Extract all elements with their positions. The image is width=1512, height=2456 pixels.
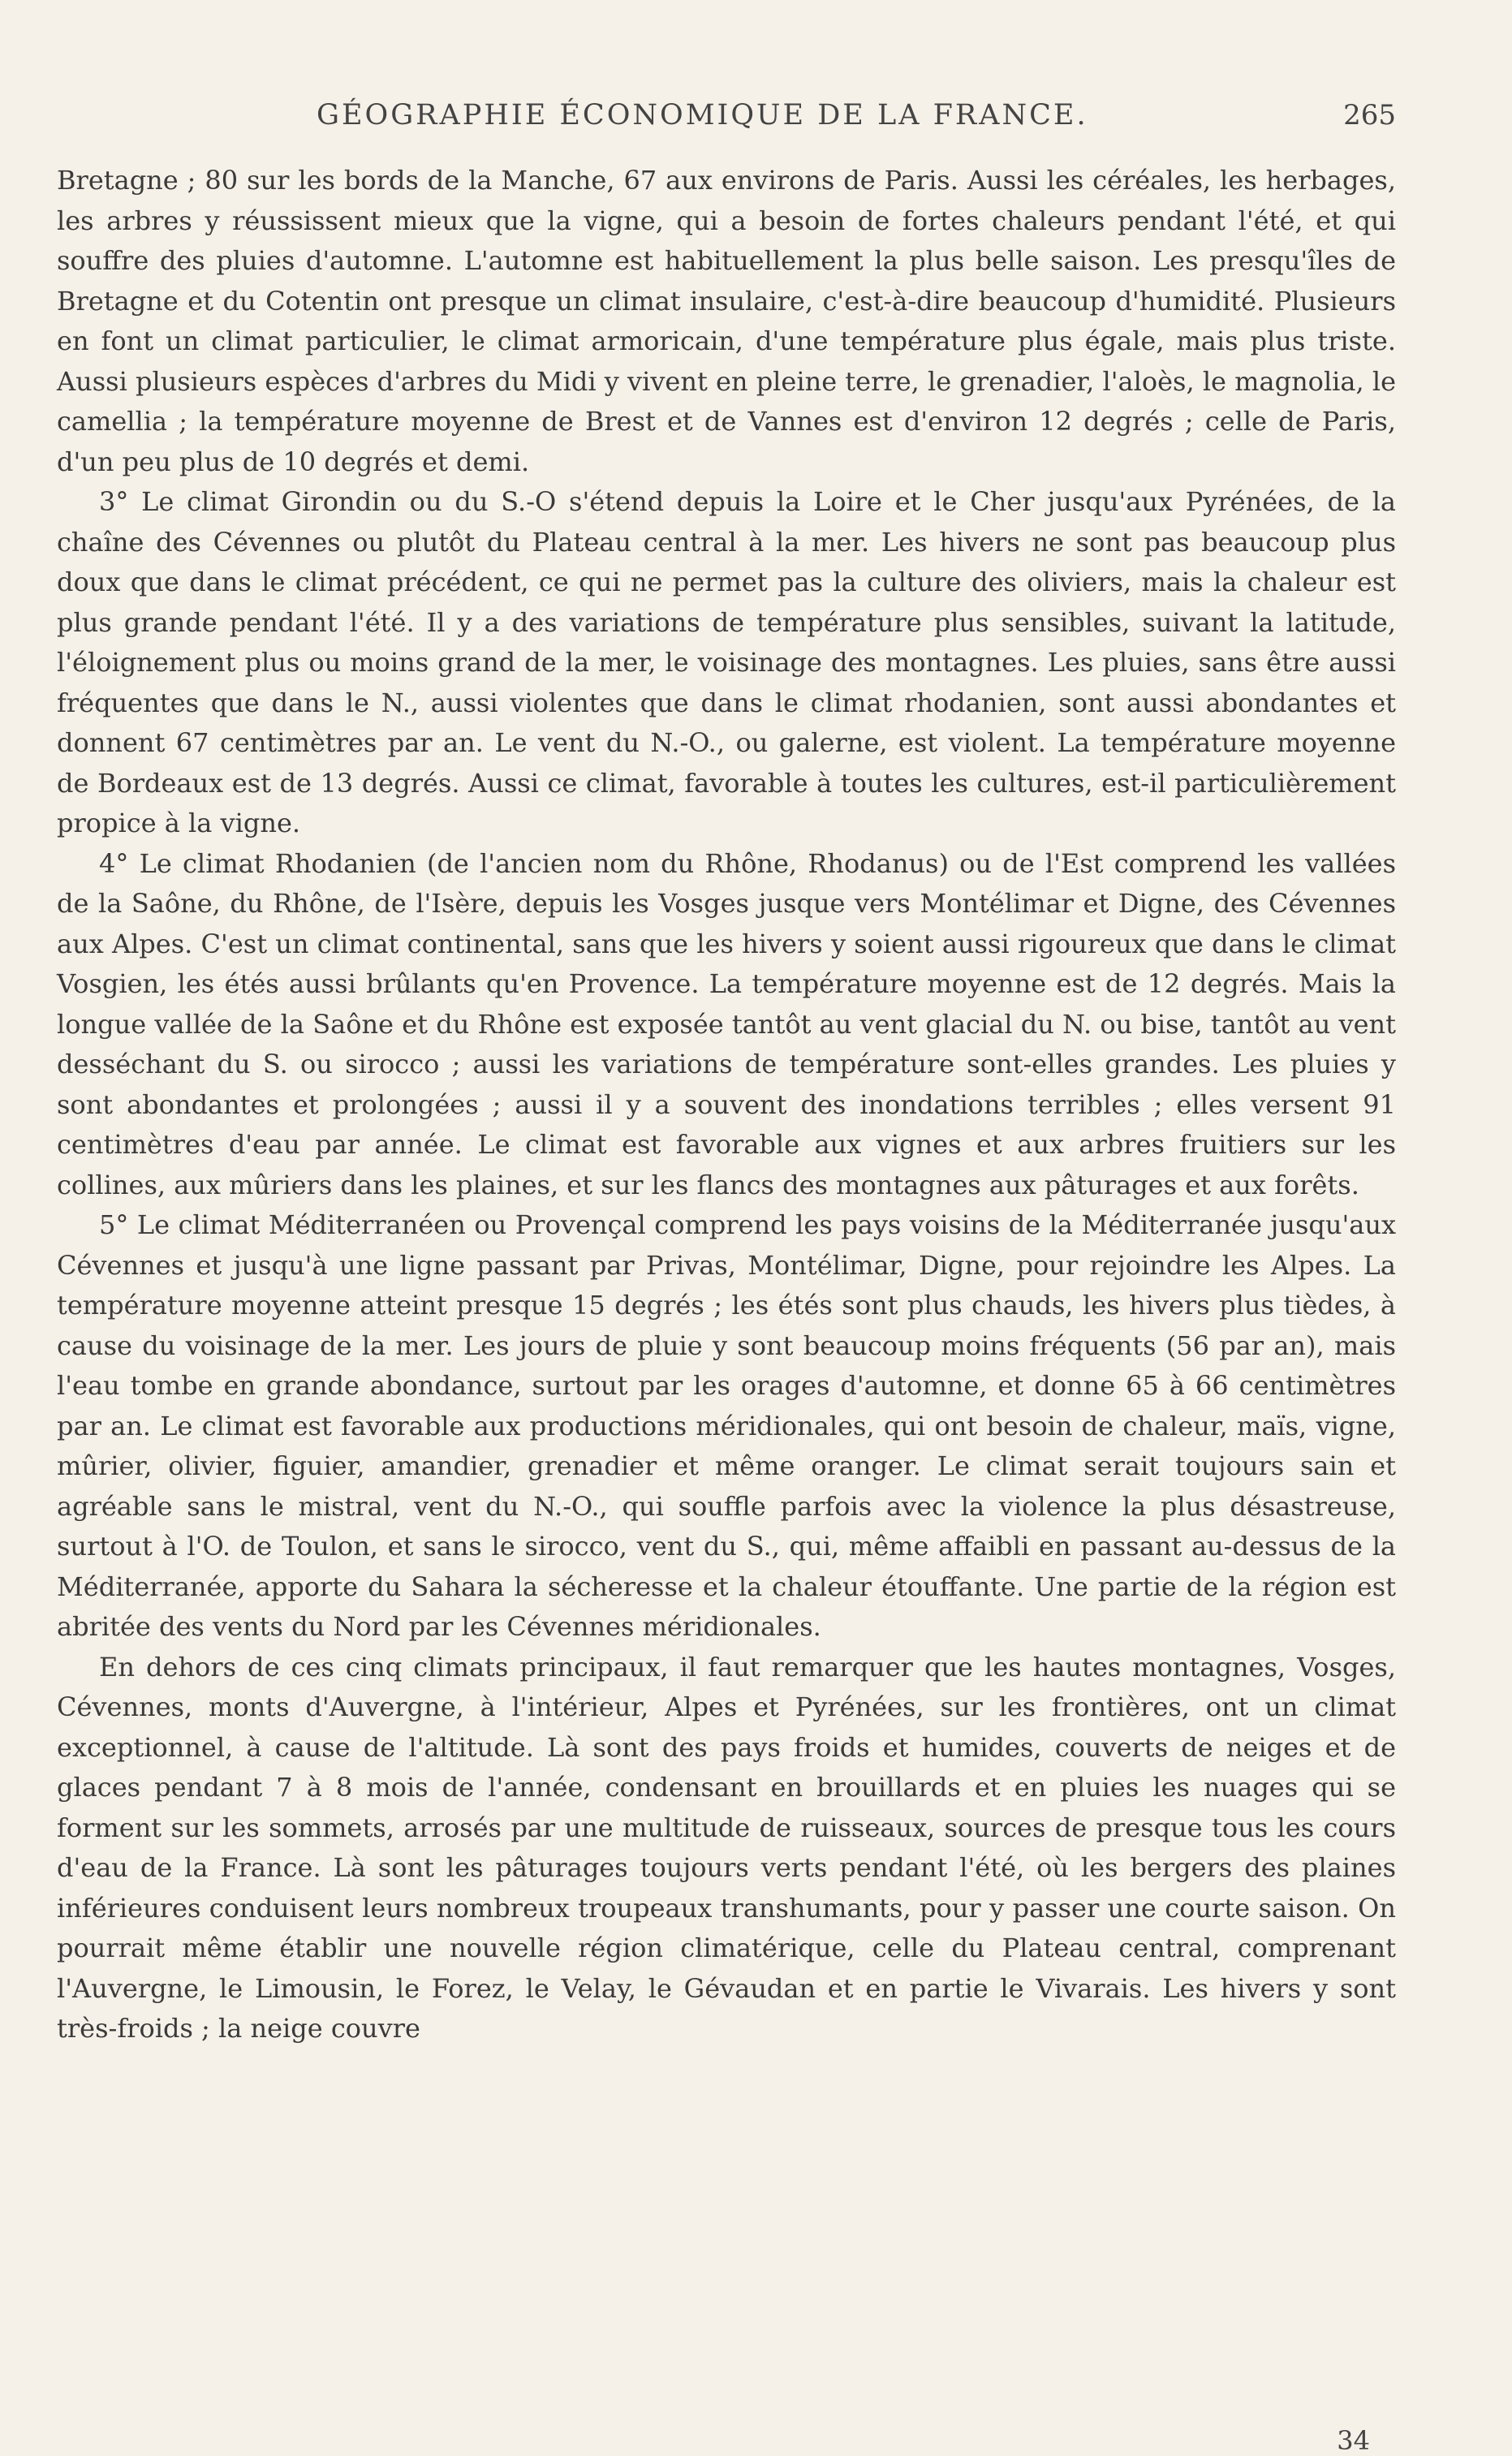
paragraph-climat-rhodanien: 4° Le climat Rhodanien (de l'ancien nom du Rhône, Rhodanus) ou de l'Est comprend les vallées de la Saône, du Rhône, de l'Isère, depuis les Vosges jusque vers Montélimar et Digne, des Cévennes aux Alpes. C'est un climat continental, sans que les hivers y soient aussi rigoureux que dans le climat Vosgien, les étés aussi brûlants qu'en Provence. La température moyenne est de 12 degrés. Mais la longue vallée de la Saône et du Rhône est exposée tantôt au vent glacial du N. ou bise, tantôt au vent desséchant du S. ou sirocco ; aussi les variations de température sont-elles grandes. Les pluies y sont abondantes et prolongées ; aussi il y a souvent des inondations terribles ; elles versent 91 centimètres d'eau par année. Le climat est favorable aux vignes et aux arbres fruitiers sur les collines, aux mûriers dans les plaines, et sur les flancs des montagnes aux pâturages et aux forêts. <box>57 847 1396 1200</box>
document-page <box>57 81 1396 2456</box>
page-number: 265 <box>1343 99 1396 131</box>
body-text <box>57 161 1396 2049</box>
running-title: GÉOGRAPHIE ÉCONOMIQUE DE LA FRANCE. <box>317 99 1088 131</box>
paragraph-climats-exceptionnels: En dehors de ces cinq climats principaux, il faut remarquer que les hautes montagnes, Vosges, Cévennes, monts d'Auvergne, à l'intérieur, Alpes et Pyrénées, sur les frontières, ont un climat exceptionnel, à cause de l'altitude. Là sont des pays froids et humides, couverts de neiges et de glaces pendant 7 à 8 mois de l'année, condensant en brouillards et en pluies les nuages qui se forment sur les sommets, arrosés par une multitude de ruisseaux, sources de presque tous les cours d'eau de la France. Là sont les pâturages toujours verts pendant l'été, où les bergers des plaines inférieures conduisent leurs nombreux troupeaux transhumants, pour y passer une courte saison. On pourrait même établir une nouvelle région climatérique, celle du Plateau central, comprenant l'Auvergne, le Limousin, le Forez, le Velay, le Gévaudan et en partie le Vivarais. Les hivers y sont très-froids ; la neige couvre <box>57 1651 1396 2044</box>
paragraph-bretagne-continuation: Bretagne ; 80 sur les bords de la Manche, 67 aux environs de Paris. Aussi les céréales, les herbages, les arbres y réussissent mieux que la vigne, qui a besoin de fortes chaleurs pendant l'été, et qui souffre des pluies d'automne. L'automne est habituellement la plus belle saison. Les presqu'îles de Bretagne et du Cotentin ont presque un climat insulaire, c'est-à-dire beaucoup d'humidité. Plusieurs en font un climat particulier, le climat armoricain, d'une température plus égale, mais plus triste. Aussi plusieurs espèces d'arbres du Midi y vivent en pleine terre, le grenadier, l'aloès, le magnolia, le camellia ; la température moyenne de Brest et de Vannes est d'environ 12 degrés ; celle de Paris, d'un peu plus de 10 degrés et demi. <box>57 165 1396 477</box>
paragraph-climat-mediterraneen: 5° Le climat Méditerranéen ou Provençal comprend les pays voisins de la Méditerranée jusqu'aux Cévennes et jusqu'à une ligne passant par Privas, Montélimar, Digne, pour rejoindre les Alpes. La température moyenne atteint presque 15 degrés ; les étés sont plus chauds, les hivers plus tièdes, à cause du voisinage de la mer. Les jours de pluie y sont beaucoup moins fréquents (56 par an), mais l'eau tombe en grande abondance, surtout par les orages d'automne, et donne 65 à 66 centimètres par an. Le climat est favorable aux productions méridionales, qui ont besoin de chaleur, maïs, vigne, mûrier, olivier, figuier, amandier, grenadier et même oranger. Le climat serait toujours sain et agréable sans le mistral, vent du N.-O., qui souffle parfois avec la violence la plus désastreuse, surtout à l'O. de Toulon, et sans le sirocco, vent du S., qui, même affaibli en passant au-dessus de la Méditerranée, apporte du Sahara la sécheresse et la chaleur étouffante. Une partie de la région est abritée des vents du Nord par les Cévennes méridionales. <box>57 1209 1396 1642</box>
paragraph-climat-girondin: 3° Le climat Girondin ou du S.-O s'étend depuis la Loire et le Cher jusqu'aux Pyrénées, de la chaîne des Cévennes ou plutôt du Plateau central à la mer. Les hivers ne sont pas beaucoup plus doux que dans le climat précédent, ce qui ne permet pas la culture des oliviers, mais la chaleur est plus grande pendant l'été. Il y a des variations de température plus sensibles, suivant la latitude, l'éloignement plus ou moins grand de la mer, le voisinage des montagnes. Les pluies, sans être aussi fréquentes que dans le N., aussi violentes que dans le climat rhodanien, sont aussi abondantes et donnent 67 centimètres par an. Le vent du N.-O., ou galerne, est violent. La température moyenne de Bordeaux est de 13 degrés. Aussi ce climat, favorable à toutes les cultures, est-il particulièrement propice à la vigne. <box>57 486 1396 838</box>
signature-mark: 34 <box>1337 2425 1370 2456</box>
running-head <box>57 99 1396 140</box>
